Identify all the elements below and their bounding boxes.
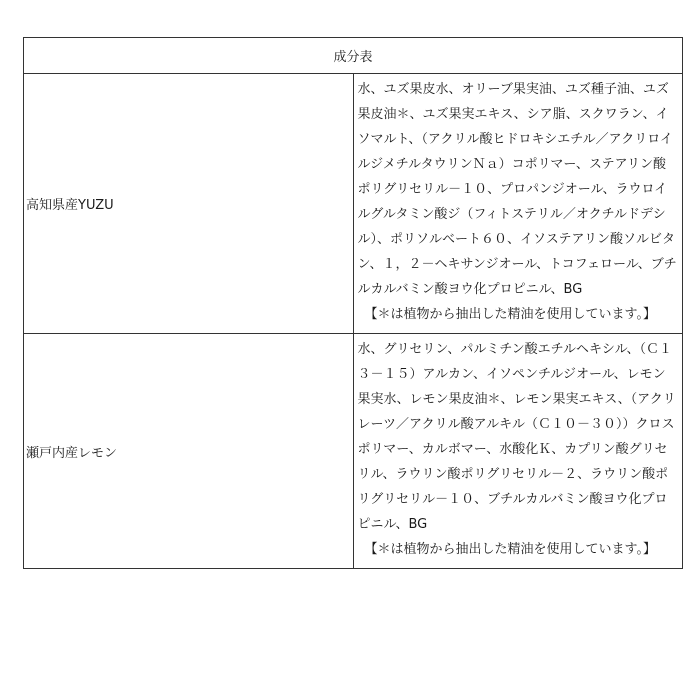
product-name-lemon: 瀬戸内産レモン xyxy=(24,334,354,569)
product-name-yuzu: 高知県産YUZU xyxy=(24,74,354,334)
table-row xyxy=(24,74,683,334)
ingredients-list-yuzu: 水、ユズ果皮水、オリーブ果実油、ユズ種子油、ユズ果皮油＊、ユズ果実エキス、シア脂、スクワラン、イソマルト、（アクリル酸ヒドロキシエチル／アクリロイルジメチルタウリンＮａ）コポリマー、ステアリン酸ポリグリセリル－１０、プロパンジオール、ラウロイルグルタミン酸ジ（フィトステリル／オクチルドデシル）、ポリソルベート６０、イソステアリン酸ソルビタン、１，２－ヘキサンジオール、トコフェロール、ブチルカルバミン酸ヨウ化プロピニル、BG xyxy=(357,82,677,297)
ingredients-cell-lemon xyxy=(353,334,683,569)
essential-oil-note-lemon: 【＊は植物から抽出した精油を使用しています。】 xyxy=(364,542,656,557)
ingredients-list-lemon: 水、グリセリン、パルミチン酸エチルヘキシル、（Ｃ１３－１５）アルカン、イソペンチルジオール、レモン果実水、レモン果皮油＊、レモン果実エキス、（アクリレーツ／アクリル酸アルキル（Ｃ１０－３０））クロスポリマー、カルボマー、水酸化Ｋ、カプリン酸グリセリル、ラウリン酸ポリグリセリル－２、ラウリン酸ポリグリセリル－１０、ブチルカルバミン酸ヨウ化プロピニル、BG xyxy=(357,342,676,532)
ingredients-cell-yuzu xyxy=(353,74,683,334)
table-row xyxy=(24,334,683,569)
table-header-row xyxy=(24,38,683,74)
table-title: 成分表 xyxy=(24,38,683,74)
ingredients-table xyxy=(23,37,683,569)
essential-oil-note-yuzu: 【＊は植物から抽出した精油を使用しています。】 xyxy=(364,307,656,322)
